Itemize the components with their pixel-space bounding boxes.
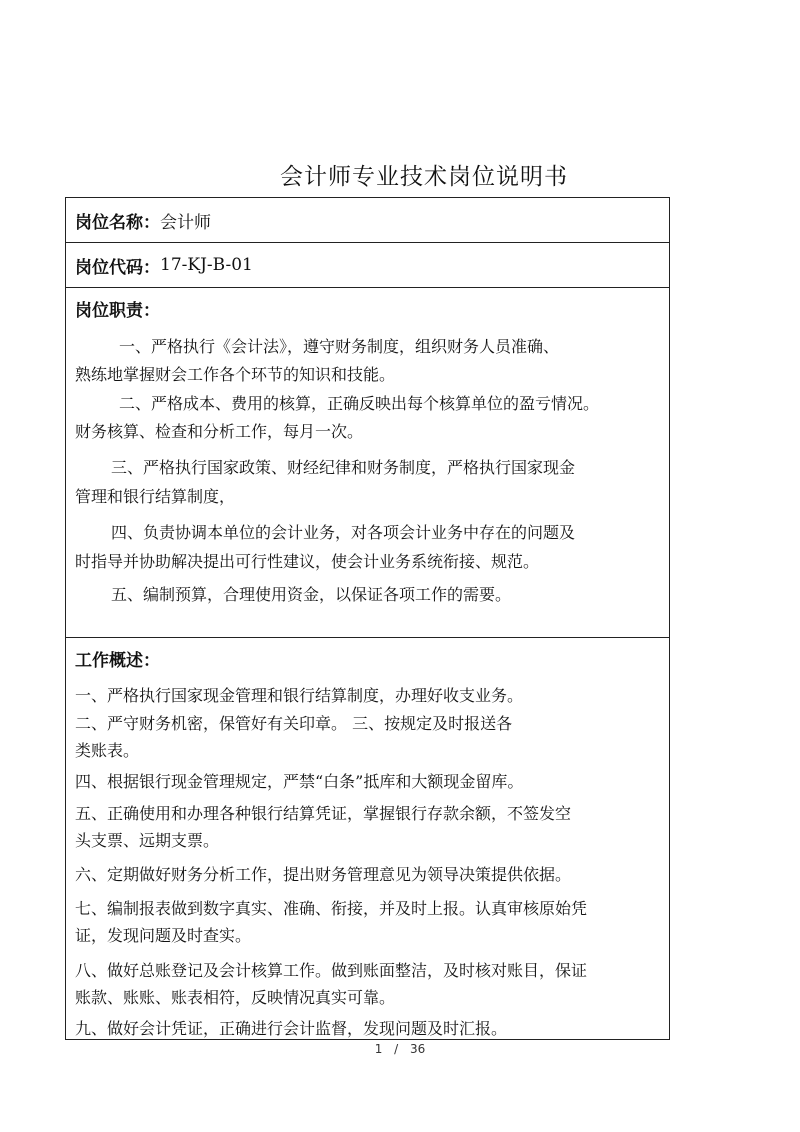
duties-heading: 岗位职责：: [75, 301, 160, 321]
duty-line: 五、编制预算，合理使用资金，以保证各项工作的需要。: [111, 585, 512, 604]
job-description-table: [65, 197, 670, 1040]
duty-line: 熟练地掌握财会工作各个环节的知识和技能。: [75, 365, 396, 384]
post-name-value: 会计师: [160, 212, 211, 233]
duty-line: 一、严格执行《会计法》，遵守财务制度，组织财务人员准确、: [119, 337, 560, 356]
document-title: 会计师专业技术岗位说明书: [280, 164, 568, 190]
overview-line: 一、严格执行国家现金管理和银行结算制度，办理好收支业务。: [75, 686, 524, 705]
overview-section: [66, 638, 669, 1039]
overview-line: 头支票、远期支票。: [75, 831, 220, 850]
duty-line: 时指导并协助解决提出可行性建议，使会计业务系统衔接、规范。: [75, 552, 540, 571]
overview-heading: 工作概述：: [75, 651, 160, 671]
overview-line: 证，发现问题及时查实。: [75, 926, 252, 945]
overview-line: 类账表。: [75, 741, 140, 760]
post-code-label: 岗位代码：: [75, 257, 160, 278]
overview-line: 二、严守财务机密，保管好有关印章。 三、按规定及时报送各: [75, 714, 513, 733]
post-code-value: 17-KJ-B-01: [160, 255, 253, 275]
overview-line: 六、定期做好财务分析工作，提出财务管理意见为领导决策提供依据。: [75, 865, 572, 884]
overview-line: 八、做好总账登记及会计核算工作。做到账面整洁，及时核对账目，保证: [75, 961, 588, 980]
duties-section: [66, 288, 669, 638]
duty-line: 三、严格执行国家政策、财经纪律和财务制度，严格执行国家现金: [111, 458, 576, 477]
post-code-row: [66, 243, 669, 288]
post-name-label: 岗位名称：: [75, 212, 160, 233]
overview-line: 账款、账账、账表相符，反映情况真实可靠。: [75, 988, 396, 1007]
page-indicator: 1 / 36: [374, 1042, 426, 1056]
overview-line: 四、根据银行现金管理规定，严禁“白条”抵库和大额现金留库。: [75, 772, 524, 791]
duty-line: 四、负责协调本单位的会计业务，对各项会计业务中存在的问题及: [111, 523, 576, 542]
post-name-row: [66, 198, 669, 243]
overview-line: 五、正确使用和办理各种银行结算凭证，掌握银行存款余额，不签发空: [75, 804, 572, 823]
overview-line: 九、做好会计凭证，正确进行会计监督，发现问题及时汇报。: [75, 1019, 508, 1038]
duty-line: 二、严格成本、费用的核算，正确反映出每个核算单位的盈亏情况。: [119, 394, 600, 413]
duty-line: 财务核算、检查和分析工作，每月一次。: [75, 422, 364, 441]
duty-line: 管理和银行结算制度，: [75, 487, 236, 506]
overview-line: 七、编制报表做到数字真实、准确、衔接，并及时上报。认真审核原始凭: [75, 899, 588, 918]
